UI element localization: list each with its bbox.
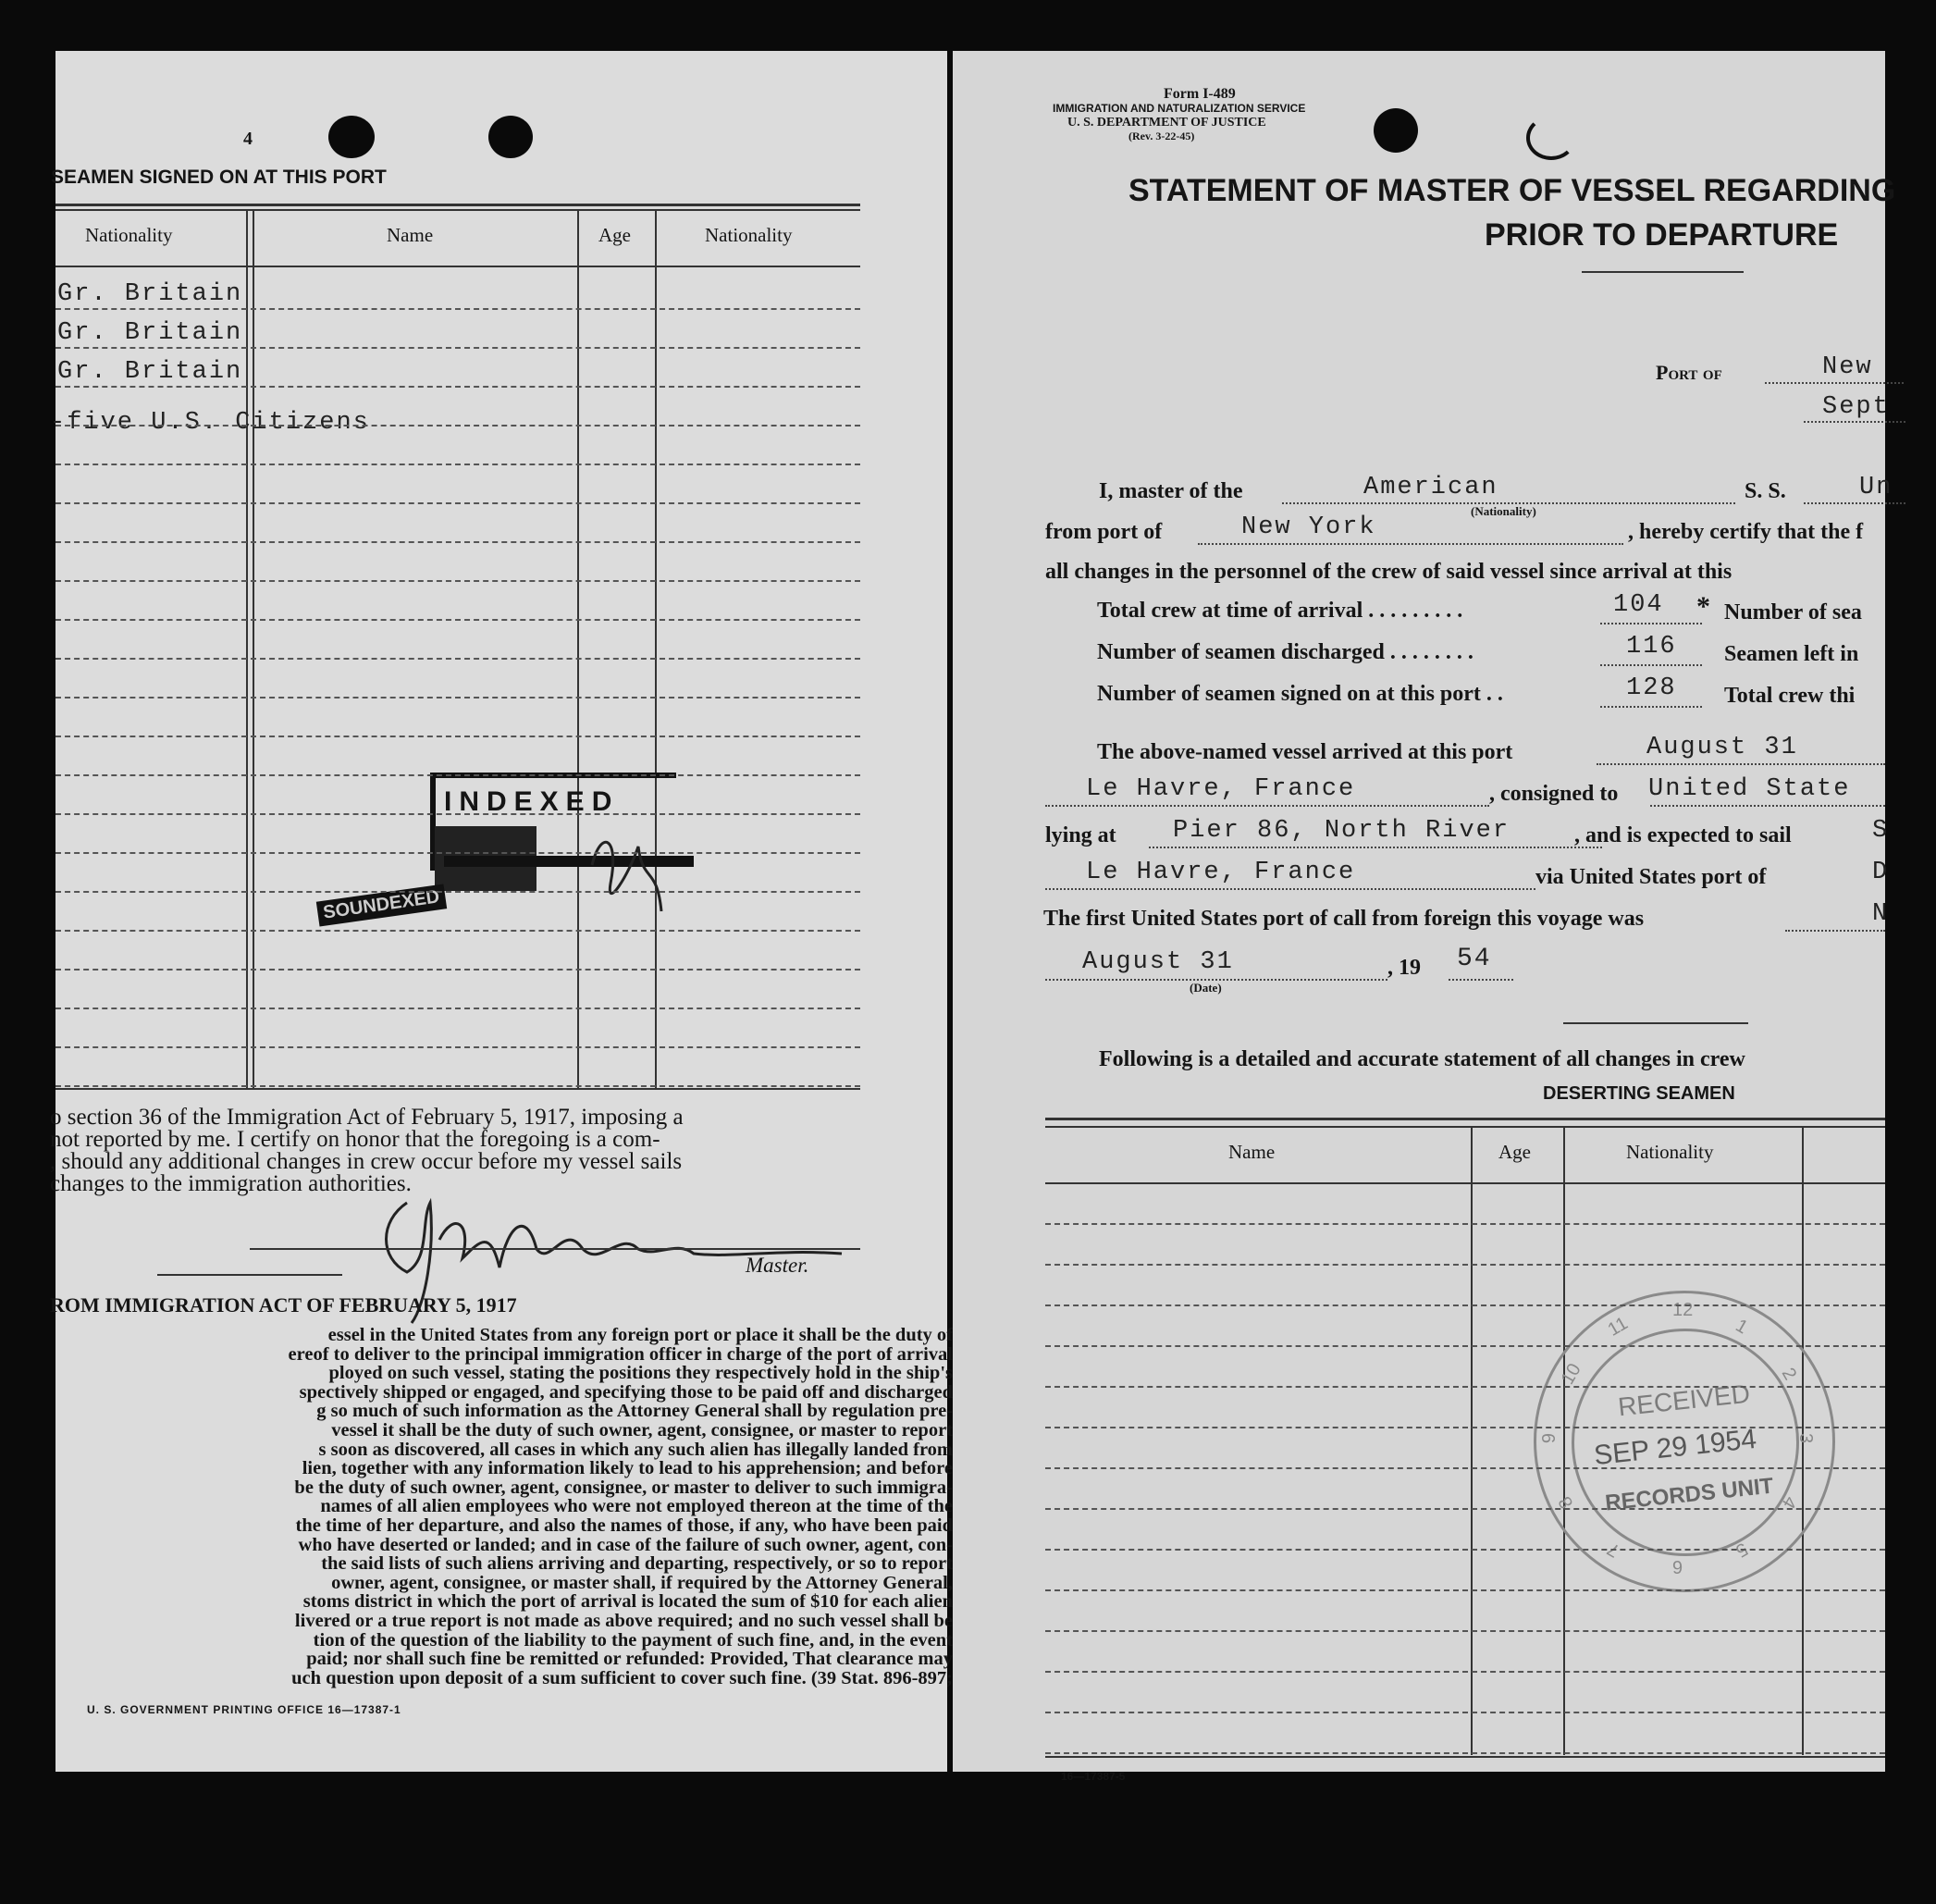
received-stamp-ring-number: 3 xyxy=(1795,1432,1817,1444)
row-rule xyxy=(55,308,860,310)
ss-line xyxy=(1804,502,1905,504)
signature-line xyxy=(157,1274,342,1276)
total-crew-value: 104 xyxy=(1613,591,1664,619)
port-of-line xyxy=(1765,382,1904,384)
excerpt-line: ereof to deliver to the principal immigration officer in charge of the port of arrival xyxy=(288,1343,953,1365)
destination-value: Le Havre, France xyxy=(1086,859,1356,886)
excerpt-line: lien, together with any information likely to lead to his apprehension; and before xyxy=(302,1458,953,1479)
discharged-line xyxy=(1600,664,1702,666)
column-header-name: Name xyxy=(1228,1141,1276,1163)
total-crew-label: Total crew at time of arrival . . . . . . . . . xyxy=(1097,599,1463,623)
page-number: 4 xyxy=(243,129,253,149)
received-stamp-ring-number: 10 xyxy=(1558,1360,1586,1389)
first-port-label: The first United States port of call from foreign this voyage was xyxy=(1043,907,1645,931)
signature-line xyxy=(250,1248,860,1250)
via-label: via United States port of xyxy=(1535,865,1767,889)
right-page xyxy=(953,51,1896,1783)
form-title: STATEMENT OF MASTER OF VESSEL REGARDING xyxy=(1128,173,1896,208)
row-rule xyxy=(1045,1386,1885,1388)
table-top-rule xyxy=(1045,1126,1885,1128)
column-header-nationality: Nationality xyxy=(85,224,173,246)
received-stamp-ring-number: 4 xyxy=(1777,1492,1800,1513)
row-rule xyxy=(55,852,860,854)
excerpt-line: uch question upon deposit of a sum sufficient to cover such fine. (39 Stat. 896-897; xyxy=(291,1667,953,1688)
table-top-rule xyxy=(1045,1118,1885,1120)
signed-on-label: Number of seamen signed on at this port . . xyxy=(1097,682,1503,706)
lying-label: lying at xyxy=(1045,823,1116,847)
received-stamp-ring-number: 2 xyxy=(1777,1364,1800,1384)
discharged-value: 116 xyxy=(1626,633,1677,661)
table-header-rule xyxy=(55,266,860,267)
row-rule xyxy=(55,580,860,582)
row-rule xyxy=(55,386,860,388)
received-stamp-ring-number: 8 xyxy=(1555,1492,1578,1513)
sail-label: , and is expected to sail xyxy=(1574,823,1792,847)
destination-line xyxy=(1045,888,1535,890)
signed-on-right: Total crew thi xyxy=(1724,684,1856,708)
title-rule xyxy=(1582,271,1744,273)
via-value: D xyxy=(1872,859,1890,886)
consigned-label: , consigned to xyxy=(1489,782,1619,806)
row-rule xyxy=(55,774,860,776)
consigned-value: United State xyxy=(1648,775,1851,803)
row-rule xyxy=(1045,1589,1885,1591)
column-divider xyxy=(577,209,579,1088)
row-rule xyxy=(55,1085,860,1087)
deserting-heading: DESERTING SEAMEN xyxy=(1543,1083,1735,1104)
row-rule xyxy=(1045,1630,1885,1632)
year-prefix: , 19 xyxy=(1387,956,1421,980)
received-stamp-ring-number: 5 xyxy=(1732,1538,1752,1561)
table-top-rule xyxy=(55,209,860,211)
department-name: U. S. DEPARTMENT OF JUSTICE xyxy=(1067,116,1266,130)
row-rule xyxy=(1045,1223,1885,1225)
sail-value: S xyxy=(1872,817,1890,845)
agency-name: IMMIGRATION AND NATURALIZATION SERVICE xyxy=(1053,102,1306,115)
table-bottom-rule xyxy=(1045,1756,1885,1758)
excerpt-line: names of all alien employees who were not employed thereon at the time of the xyxy=(320,1496,953,1517)
row-rule xyxy=(1045,1712,1885,1713)
row-rule xyxy=(55,736,860,737)
received-stamp xyxy=(1534,1291,1835,1592)
received-stamp-ring-number: 1 xyxy=(1732,1316,1752,1339)
from-port-label: from port of xyxy=(1045,520,1163,544)
column-header-name: Name xyxy=(387,224,434,246)
table-top-rule xyxy=(55,204,860,206)
row-rule xyxy=(55,969,860,971)
received-stamp-label: RECEIVED xyxy=(1616,1379,1752,1422)
form-number: Form I-489 xyxy=(1164,86,1236,102)
total-crew-mark: * xyxy=(1696,591,1710,622)
column-divider xyxy=(655,209,657,1088)
excerpt-line: s soon as discovered, all cases in which any such alien has illegally landed from xyxy=(318,1439,953,1460)
consigned-line xyxy=(1650,805,1885,807)
row-rule xyxy=(1045,1671,1885,1673)
indexed-stamp: INDEXED xyxy=(444,786,620,817)
received-stamp-ring-number: 9 xyxy=(1539,1432,1560,1444)
port-of-label: Port of xyxy=(1656,361,1722,384)
excerpt-line: ployed on such vessel, stating the positions they respectively hold in the ship's xyxy=(328,1363,953,1384)
discharged-right: Seamen left in xyxy=(1724,642,1859,666)
following-text: Following is a detailed and accurate statement of all changes in crew xyxy=(1099,1047,1745,1071)
table-row: Gr. Britain xyxy=(57,358,243,386)
date-value: Sept xyxy=(1822,393,1890,421)
master-label: Master. xyxy=(746,1254,809,1277)
row-rule xyxy=(55,619,860,621)
row-rule xyxy=(55,464,860,465)
row-rule xyxy=(1045,1345,1885,1347)
year-line xyxy=(1449,979,1513,981)
nationality-value: American xyxy=(1363,474,1498,501)
first-port-value: N xyxy=(1872,900,1890,928)
lying-line xyxy=(1149,847,1602,848)
received-stamp-ring-number: 6 xyxy=(1672,1556,1683,1576)
row-rule xyxy=(55,425,860,427)
row-rule xyxy=(55,1008,860,1009)
punch-hole xyxy=(328,116,375,158)
received-stamp-ring-number: 11 xyxy=(1604,1313,1632,1341)
row-rule xyxy=(1045,1264,1885,1266)
signed-on-line xyxy=(1600,706,1702,708)
row-rule xyxy=(1045,1549,1885,1551)
arrived-value: August 31 xyxy=(1646,734,1798,761)
form-subtitle: PRIOR TO DEPARTURE xyxy=(1485,217,1839,253)
table-header-rule xyxy=(1045,1182,1885,1184)
master-of-label: I, master of the xyxy=(1099,479,1243,503)
date-line xyxy=(1804,421,1905,423)
arrived-label: The above-named vessel arrived at this port xyxy=(1097,740,1513,764)
discharged-label: Number of seamen discharged . . . . . . . . xyxy=(1097,640,1474,664)
row-rule xyxy=(1045,1752,1885,1754)
row-rule xyxy=(55,347,860,349)
soundexed-stamp: SOUNDEXED xyxy=(316,884,447,926)
certification-line: o section 36 of the Immigration Act of February 5, 1917, imposing a xyxy=(50,1105,684,1130)
row-rule xyxy=(1045,1508,1885,1510)
nationality-caption: (Nationality) xyxy=(1471,504,1536,518)
column-header-age: Age xyxy=(598,224,631,246)
row-rule xyxy=(55,541,860,543)
left-page xyxy=(50,51,953,1772)
first-port-line xyxy=(1785,930,1885,932)
row-rule xyxy=(55,813,860,815)
lying-value: Pier 86, North River xyxy=(1173,817,1511,845)
excerpt-line: stoms district in which the port of arrival is located the sum of $10 for each alien xyxy=(302,1591,953,1613)
row-rule xyxy=(1045,1427,1885,1428)
excerpt-line: who have deserted or landed; and in case of the failure of such owner, agent, con- xyxy=(298,1534,953,1555)
left-footer: U. S. GOVERNMENT PRINTING OFFICE 16—17387-1 xyxy=(87,1703,401,1716)
date-caption: (Date) xyxy=(1190,981,1222,995)
excerpt-heading: ROM IMMIGRATION ACT OF FEBRUARY 5, 1917 xyxy=(50,1293,517,1317)
year-value: 54 xyxy=(1457,945,1492,973)
punch-hole xyxy=(488,116,533,158)
excerpt-line: tion of the question of the liability to the payment of such fine, and, in the event xyxy=(313,1629,953,1651)
column-divider xyxy=(246,209,248,1088)
row-rule xyxy=(55,930,860,932)
row-rule xyxy=(55,658,860,660)
from-port-line xyxy=(1198,543,1623,545)
from-place-line xyxy=(1045,805,1489,807)
total-crew-right: Number of sea xyxy=(1724,600,1862,624)
excerpt-line: the time of her departure, and also the names of those, if any, who have been paid xyxy=(295,1515,953,1536)
ss-value: Un xyxy=(1859,474,1893,501)
ss-label: S. S. xyxy=(1745,479,1786,503)
row-rule xyxy=(1045,1304,1885,1306)
table-row: -five U.S. Citizens xyxy=(50,409,370,437)
row-rule xyxy=(55,502,860,504)
section-title: SEAMEN SIGNED ON AT THIS PORT xyxy=(51,167,387,188)
port-of-value: New xyxy=(1822,353,1873,381)
excerpt-line: paid; nor shall such fine be remitted or refunded: Provided, That clearance may xyxy=(306,1649,953,1670)
received-stamp-unit: RECORDS UNIT xyxy=(1604,1473,1775,1516)
received-stamp-ring-number: 7 xyxy=(1603,1538,1623,1561)
column-header-nationality: Nationality xyxy=(1626,1141,1714,1163)
punch-hole xyxy=(1374,108,1418,153)
section-rule xyxy=(1563,1022,1748,1024)
excerpt-line: g so much of such information as the Attorney General shall by regulation pre- xyxy=(316,1401,953,1422)
from-place-value: Le Havre, France xyxy=(1086,775,1356,803)
signed-on-value: 128 xyxy=(1626,674,1677,702)
table-row: Gr. Britain xyxy=(57,280,243,308)
row-rule xyxy=(55,891,860,893)
initials-mark xyxy=(573,810,675,930)
revision-date: (Rev. 3-22-45) xyxy=(1128,130,1195,142)
certify-text: , hereby certify that the f xyxy=(1628,520,1864,544)
table-row: Gr. Britain xyxy=(57,319,243,347)
row-rule xyxy=(55,1046,860,1048)
received-stamp-ring-number: 12 xyxy=(1672,1300,1694,1320)
table-bottom-rule xyxy=(55,1088,860,1090)
column-header-age: Age xyxy=(1498,1141,1531,1163)
arrived-line xyxy=(1597,763,1885,765)
excerpt-line: essel in the United States from any foreign port or place it shall be the duty of xyxy=(327,1325,953,1345)
column-divider xyxy=(253,209,254,1088)
column-divider xyxy=(1471,1126,1473,1755)
changes-text: all changes in the personnel of the crew of said vessel since arrival at this xyxy=(1045,560,1733,584)
excerpt-line: spectively shipped or engaged, and specifying those to be paid off and discharged xyxy=(299,1381,953,1403)
punch-hole-torn xyxy=(1526,116,1576,160)
certification-line: , should any additional changes in crew occur before my vessel sails xyxy=(50,1149,683,1174)
received-stamp-date: SEP 29 1954 xyxy=(1592,1423,1758,1472)
right-footer: 16—17387-5 xyxy=(1061,1770,1126,1783)
excerpt-line: livered or a true report is not made as above required; and no such vessel shall be xyxy=(294,1611,953,1631)
row-rule xyxy=(1045,1467,1885,1469)
excerpt-line: vessel it shall be the duty of such owner, agent, consignee, or master to report xyxy=(331,1420,953,1440)
from-port-value: New York xyxy=(1241,513,1376,541)
excerpt-line: be the duty of such owner, agent, consignee, or master to deliver to such immigra- xyxy=(294,1477,953,1498)
certification-line: changes to the immigration authorities. xyxy=(50,1171,412,1196)
column-header-nationality: Nationality xyxy=(705,224,793,246)
excerpt-line: the said lists of such aliens arriving and departing, respectively, or so to report xyxy=(321,1553,953,1575)
total-crew-line xyxy=(1600,623,1702,624)
first-date-value: August 31 xyxy=(1082,948,1234,976)
row-rule xyxy=(55,697,860,699)
certification-line: not reported by me. I certify on honor that the foregoing is a com- xyxy=(50,1127,660,1152)
excerpt-line: owner, agent, consignee, or master shall, if required by the Attorney General, xyxy=(331,1572,953,1593)
